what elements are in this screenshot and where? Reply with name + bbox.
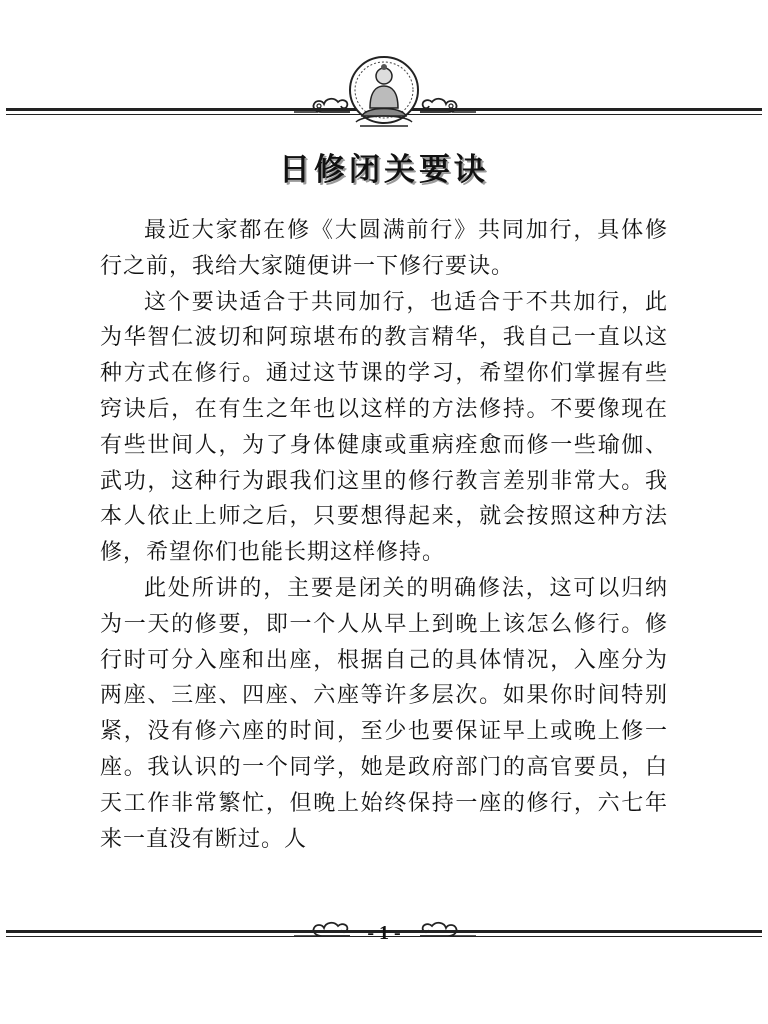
paragraph: 此处所讲的，主要是闭关的明确修法，这可以归纳为一天的修要，即一个人从早上到晚上该怎么修行。修行时可分入座和出座，根据自己的具体情况，入座分为两座、三座、四座、六座等许多层次。如果你时间特别紧，没有修六座的时间，至少也要保证早上或晚上修一座。我认识的一个同学，她是政府部门的高官要员，白天工作非常繁忙，但晚上始终保持一座的修行，六七年来一直没有断过。人 xyxy=(100,575,668,852)
buddha-icon xyxy=(346,56,422,128)
page-number: - 1 - xyxy=(367,922,401,944)
cloud-icon xyxy=(418,94,478,116)
paragraph: 这个要诀适合于共同加行，也适合于不共加行，此为华智仁波切和阿琼堪布的教言精华，我自己一直以这种方式在修行。通过这节课的学习，希望你们掌握有些窍诀后，在有生之年也以这样的方法修持。不要像现在有些世间人，为了身体健康或重病痊愈而修一些瑜伽、武功，这种行为跟我们这里的修行教言差别非常大。我本人依止上师之后，只要想得起来，就会按照这种方法修，希望你们也能长期这样修持。 xyxy=(100,289,668,566)
paragraph: 最近大家都在修《大圆满前行》共同加行，具体修行之前，我给大家随便讲一下修行要诀。 xyxy=(100,218,668,279)
body-text xyxy=(100,213,668,857)
cloud-icon xyxy=(292,94,352,116)
page-title: 日修闭关要诀 xyxy=(279,152,489,188)
